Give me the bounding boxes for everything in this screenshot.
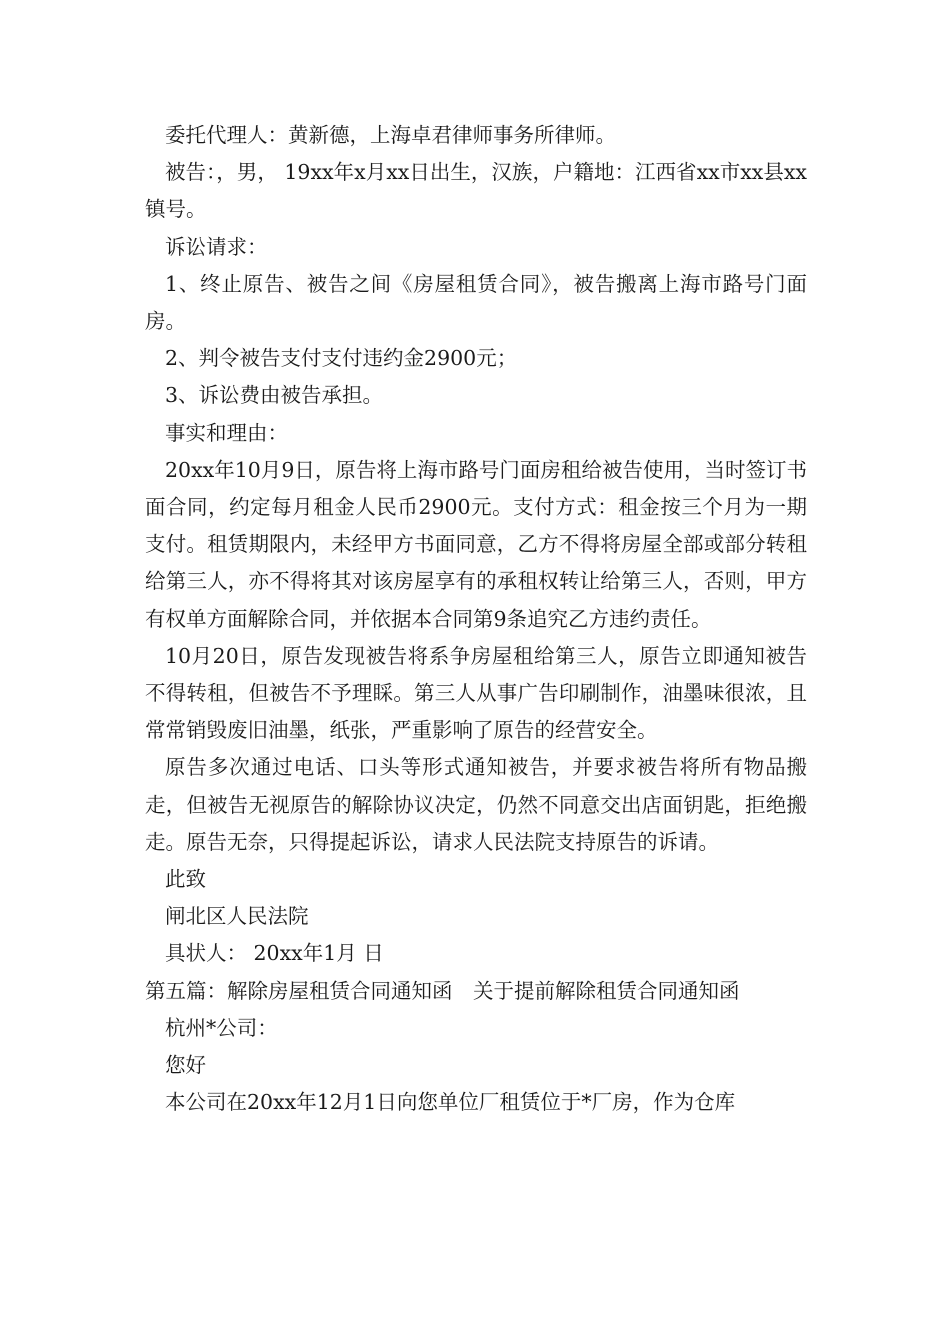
- paragraph-facts-heading: 事实和理由：: [165, 420, 288, 445]
- paragraph-agent: 委托代理人：黄新德，上海卓君律师事务所律师。: [165, 123, 616, 147]
- paragraph-greeting: 您好: [165, 1053, 206, 1078]
- paragraph-notice-body: 本公司在20xx年12月1日向您单位厂租赁位于*厂房，作为仓库: [165, 1090, 736, 1115]
- paragraph-addressee: 杭州*公司：: [165, 1015, 278, 1040]
- paragraph-claims-heading: 诉讼请求：: [165, 234, 268, 259]
- paragraph-claim-3: 3、诉讼费由被告承担。: [165, 383, 384, 408]
- paragraph-facts-3: 原告多次通过电话、口头等形式通知被告，并要求被告将所有物品搬走，但被告无视原告的解除协议决定，仍然不同意交出店面钥匙，拒绝搬走。原告无奈，只得提起诉讼，请求人民法院支持原告的诉请。: [145, 755, 807, 854]
- section-heading: 第五篇：解除房屋租赁合同通知函 关于提前解除租赁合同通知函: [145, 978, 740, 1003]
- paragraph-claim-2: 2、判令被告支付支付违约金2900元；: [165, 346, 518, 371]
- paragraph-court: 闸北区人民法院: [165, 904, 309, 929]
- paragraph-signature: 具状人： 20xx年1月 日: [165, 941, 384, 966]
- paragraph-facts-1: 20xx年10月9日，原告将上海市路号门面房租给被告使用，当时签订书面合同，约定每月租金人民币2900元。支付方式：租金按三个月为一期支付。租赁期限内，未经甲方书面同意，乙方不得将房屋全部或部分转租给第三人，亦不得将其对该房屋享有的承租权转让给第三人，否则，甲方有权单方面解除合同，并依据本合同第9条追究乙方违约责任。: [145, 457, 807, 631]
- paragraph-facts-2: 10月20日，原告发现被告将系争房屋租给第三人，原告立即通知被告不得转租，但被告不予理睬。第三人从事广告印刷制作，油墨味很浓，且常常销毁废旧油墨，纸张，严重影响了原告的经营安全。: [145, 643, 807, 743]
- paragraph-salutation: 此致: [165, 867, 206, 892]
- document-page: [145, 117, 807, 1121]
- paragraph-defendant: 被告：，男， 19xx年x月xx日出生，汉族，户籍地：江西省xx市xx县xx镇号。: [145, 160, 807, 222]
- paragraph-claim-1: 1、终止原告、被告之间《房屋租赁合同》，被告搬离上海市路号门面房。: [145, 271, 807, 334]
